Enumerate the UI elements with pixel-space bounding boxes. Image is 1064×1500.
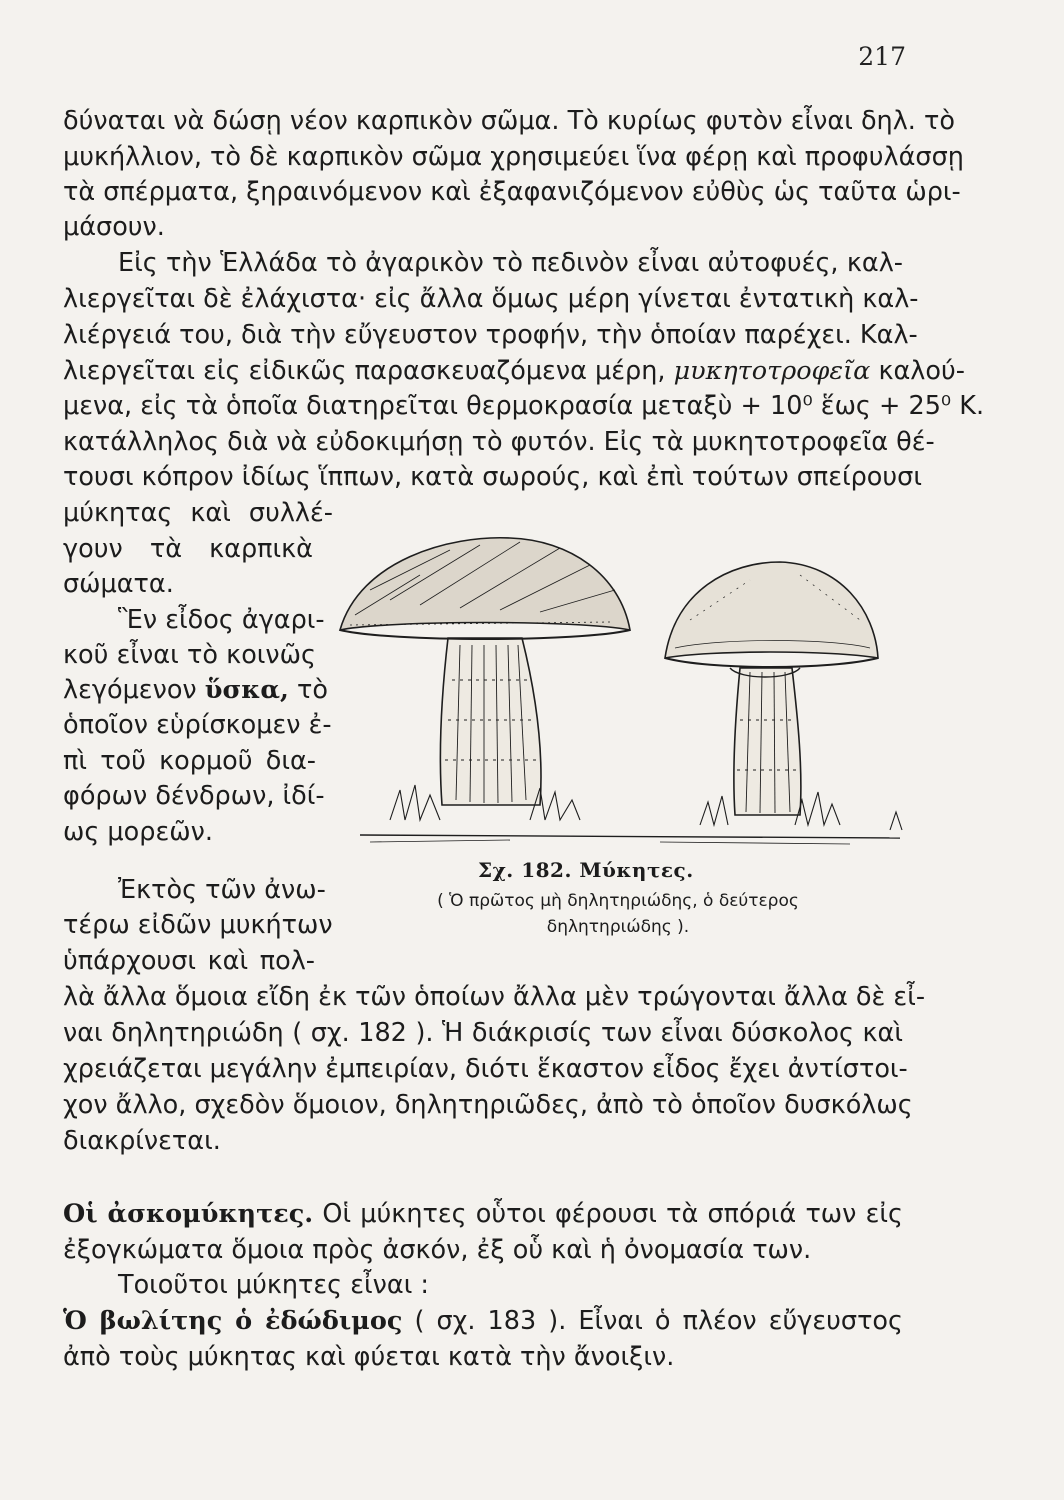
text-line: φόρων δένδρων, ἰδί- [63,781,325,811]
text-line: τουσι κόπρον ἰδίως ἵππων, κατὰ σωρούς, καὶ ἐπὶ τούτων σπείρουσι [63,462,922,492]
text-line [63,354,965,388]
text-line: χρειάζεται μεγάλην ἐμπειρίαν, διότι ἕκαστον εἶδος ἔχει ἀντίστοι- [63,1054,908,1084]
text-line: Ἓν εἶδος ἀγαρι- [118,605,325,635]
text-line: ναι δηλητηριώδη ( σχ. 182 ). Ἡ διάκρισίς των εἶναι δύσκολος καὶ [63,1018,903,1048]
text-line: ὑπάρχουσι καὶ πολ- [63,946,315,976]
text-line: λὰ ἄλλα ὅμοια εἴδη ἐκ τῶν ὁποίων ἄλλα μὲν τρώγονται ἄλλα δὲ εἶ- [63,982,926,1012]
italic-term: μυκητοτροφεῖα [673,356,871,386]
text-run: τὸ [297,675,328,705]
subsection-heading: Ὁ βωλίτης ὁ ἐδώδιμος [63,1306,403,1336]
text-line: πὶ τοῦ κορμοῦ δια- [63,746,316,776]
text-line: κοῦ εἶναι τὸ κοινῶς [63,640,316,670]
text-line: μενα, εἰς τὰ ὁποῖα διατηρεῖται θερμοκρασία μεταξὺ + 10⁰ ἕως + 25⁰ K. [63,391,985,421]
figure-caption-note [378,888,858,940]
text-run: καλού- [878,356,965,386]
section-heading-line [63,1197,903,1231]
text-run: λιεργεῖται εἰς εἰδικῶς παρασκευαζόμενα μέρη, [63,356,666,386]
subsection-line [63,1304,903,1338]
page-number: 217 [858,42,906,71]
text-line: Εἰς τὴν Ἑλλάδα τὸ ἀγαρικὸν τὸ πεδινὸν εἶναι αὐτοφυές, καλ- [118,248,903,278]
caption-line: ( Ὁ πρῶτος μὴ δηλητηριώδης, ὁ δεύτερος [437,891,799,911]
section-heading: Οἱ ἀσκομύκητες. [63,1199,314,1229]
text-line: λιεργεῖται δὲ ἐλάχιστα· εἰς ἄλλα ὅμως μέρη γίνεται ἐντατικὴ καλ- [63,284,919,314]
text-line: χον ἄλλο, σχεδὸν ὅμοιον, δηλητηριῶδες, ἀπὸ τὸ ὁποῖον δυσκόλως [63,1090,913,1120]
text-line: μάσουν. [63,212,165,242]
text-line: Ἐκτὸς τῶν ἀνω- [118,875,326,905]
text-line: μυκήλλιον, τὸ δὲ καρπικὸν σῶμα χρησιμεύει ἵνα φέρῃ καὶ προφυλάσσῃ [63,142,964,172]
text-line: λιέργειά του, διὰ τὴν εὔγευστον τροφήν, τὴν ὁποίαν παρέχει. Καλ- [63,320,918,350]
bold-term: ὕσκα, [204,675,289,705]
text-line: τέρω εἰδῶν μυκήτων [63,910,333,940]
text-line: σώματα. [63,569,174,599]
text-line: διακρίνεται. [63,1126,221,1156]
text-run: λεγόμενον [63,675,197,705]
text-line: μύκητας καὶ συλλέ- [63,498,333,528]
text-line: ἐξογκώματα ὅμοια πρὸς ἀσκόν, ἐξ οὗ καὶ ἡ ὀνομασία των. [63,1235,812,1265]
text-line: ὁποῖον εὑρίσκομεν ἐ- [63,710,332,740]
text-run: ( σχ. 183 ). Εἶναι ὁ πλέον εὔγευστος [414,1306,903,1336]
text-line: Τοιοῦτοι μύκητες εἶναι : [118,1270,430,1300]
text-line: τὰ σπέρματα, ξηραινόμενον καὶ ἐξαφανιζόμενον εὐθὺς ὡς ταῦτα ὡρι- [63,177,961,207]
text-line: ἀπὸ τοὺς μύκητας καὶ φύεται κατὰ τὴν ἄνοιξιν. [63,1342,675,1372]
caption-line: δηλητηριώδης ). [546,917,690,937]
text-run: Οἱ μύκητες οὗτοι φέρουσι τὰ σπόριά των εἰς [322,1199,903,1229]
text-line: κατάλληλος διὰ νὰ εὐδοκιμήσῃ τὸ φυτόν. Εἰς τὰ μυκητοτροφεῖα θέ- [63,427,935,457]
mushroom-figure [330,520,910,850]
figure-caption-title: Σχ. 182. Μύκητες. [478,858,694,882]
text-line: ως μορεῶν. [63,817,213,847]
text-line: γουν τὰ καρπικὰ [63,534,313,564]
text-line [63,673,328,707]
mushroom-illustration [330,520,910,850]
text-line: δύναται νὰ δώσῃ νέον καρπικὸν σῶμα. Τὸ κυρίως φυτὸν εἶναι δηλ. τὸ [63,106,955,136]
